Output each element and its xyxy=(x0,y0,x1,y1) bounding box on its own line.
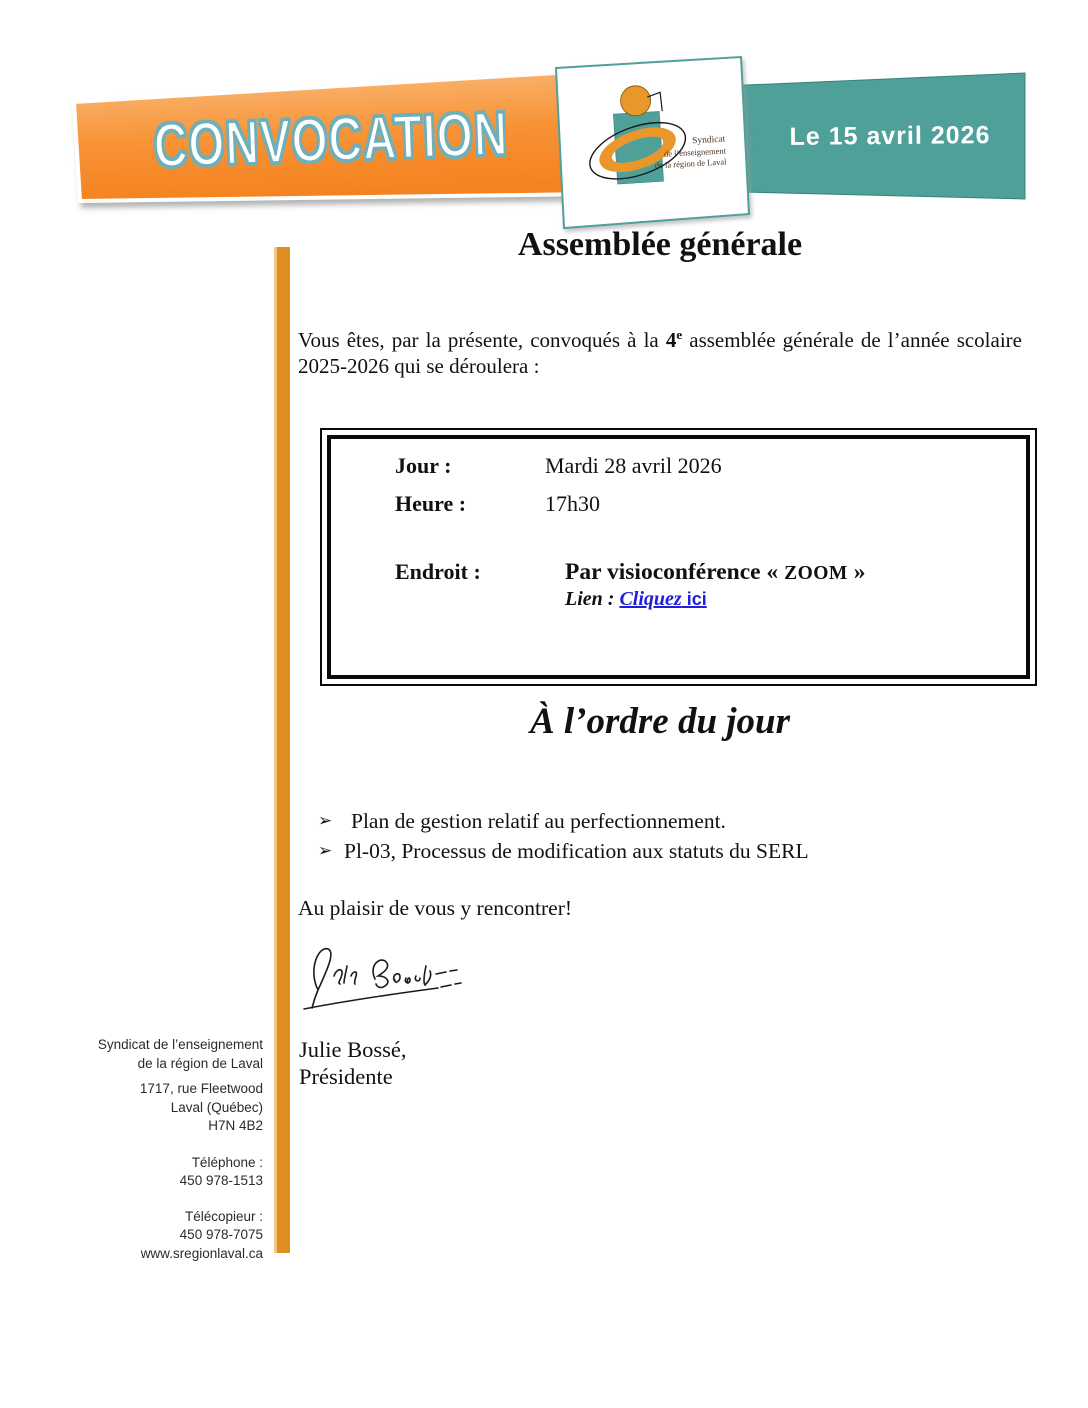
accent-bar xyxy=(274,247,290,1253)
heure-label: Heure : xyxy=(395,491,467,516)
date-text: Le 15 avril 2026 xyxy=(789,121,991,151)
zoom-link-ici[interactable]: ici xyxy=(681,589,707,609)
agenda-list xyxy=(318,806,1018,866)
endroit-line xyxy=(565,559,865,586)
closing-line: Au plaisir de vous y rencontrer! xyxy=(298,896,573,920)
endroit-value xyxy=(545,559,865,611)
contact-address xyxy=(40,1080,263,1136)
contact-fax xyxy=(40,1208,263,1264)
arrow-bullet-icon: ➢ xyxy=(318,811,333,831)
contact-phone-number: 450 978-1513 xyxy=(179,1173,263,1188)
intro-paragraph xyxy=(298,328,1022,379)
list-item xyxy=(318,806,1018,836)
logo-text-line1: Syndicat xyxy=(691,134,726,147)
details-box xyxy=(320,428,1037,686)
contact-org-line1: Syndicat de l’enseignement xyxy=(97,1037,263,1052)
signoff-name: Julie Bossé, xyxy=(299,1037,407,1062)
contact-fax-number: 450 978-7075 xyxy=(179,1227,263,1242)
intro-ordinal: e xyxy=(676,327,683,342)
contact-org-line2: de la région de Laval xyxy=(137,1055,263,1071)
logo-text xyxy=(629,135,727,173)
contact-website: www.sregionlaval.ca xyxy=(140,1245,263,1261)
endroit-zoom-word: ZOOM xyxy=(784,563,848,584)
agenda-item-text: Pl-03, Processus de modification aux statuts du SERL xyxy=(344,839,809,863)
signoff xyxy=(299,1036,407,1090)
contact-address-line3: H7N 4B2 xyxy=(208,1118,263,1133)
jour-label: Jour : xyxy=(395,453,452,478)
zoom-link-cliquez[interactable]: Cliquez xyxy=(619,588,682,610)
zoom-link[interactable] xyxy=(619,588,706,610)
contact-phone xyxy=(40,1154,263,1191)
heure-value: 17h30 xyxy=(545,491,600,516)
contact-org xyxy=(40,1036,263,1073)
agenda-item-text: Plan de gestion relatif au perfectionnement. xyxy=(351,809,726,833)
contact-fax-label: Télécopieur : xyxy=(184,1208,263,1224)
endroit-label: Endroit : xyxy=(395,559,481,584)
details-row-endroit xyxy=(331,559,1026,611)
details-row-heure xyxy=(331,491,1026,517)
intro-text-after: assemblée générale de l’année scolaire 2025-2026 qui se déroulera : xyxy=(298,328,1022,378)
arrow-bullet-icon: ➢ xyxy=(318,841,333,861)
page-title: Assemblée générale xyxy=(517,226,803,263)
intro-number: 4 xyxy=(665,328,677,352)
contact-phone-label: Téléphone : xyxy=(191,1154,263,1170)
contact-block xyxy=(40,1036,263,1263)
banner-title: CONVOCATION xyxy=(152,99,510,181)
contact-address-line2: Laval (Québec) xyxy=(170,1099,263,1115)
jour-value: Mardi 28 avril 2026 xyxy=(545,453,722,478)
contact-address-line1: 1717, rue Fleetwood xyxy=(139,1081,263,1096)
details-box-inner xyxy=(327,435,1030,679)
list-item xyxy=(318,836,1018,866)
signature-image xyxy=(290,938,475,1023)
lien-line xyxy=(565,588,865,611)
agenda-heading: À l’ordre du jour xyxy=(529,701,791,742)
logo-text-line2: de l’enseignement xyxy=(663,145,727,159)
intro-text-before: Vous êtes, par la présente, convoqués à la xyxy=(298,328,666,352)
logo-text-line3: de la région de Laval xyxy=(654,156,727,171)
signoff-role: Présidente xyxy=(299,1064,393,1089)
endroit-suffix: » xyxy=(847,559,866,585)
details-row-jour xyxy=(331,453,1026,479)
lien-label: Lien : xyxy=(565,588,620,610)
endroit-prefix: Par visioconférence « xyxy=(565,559,785,585)
